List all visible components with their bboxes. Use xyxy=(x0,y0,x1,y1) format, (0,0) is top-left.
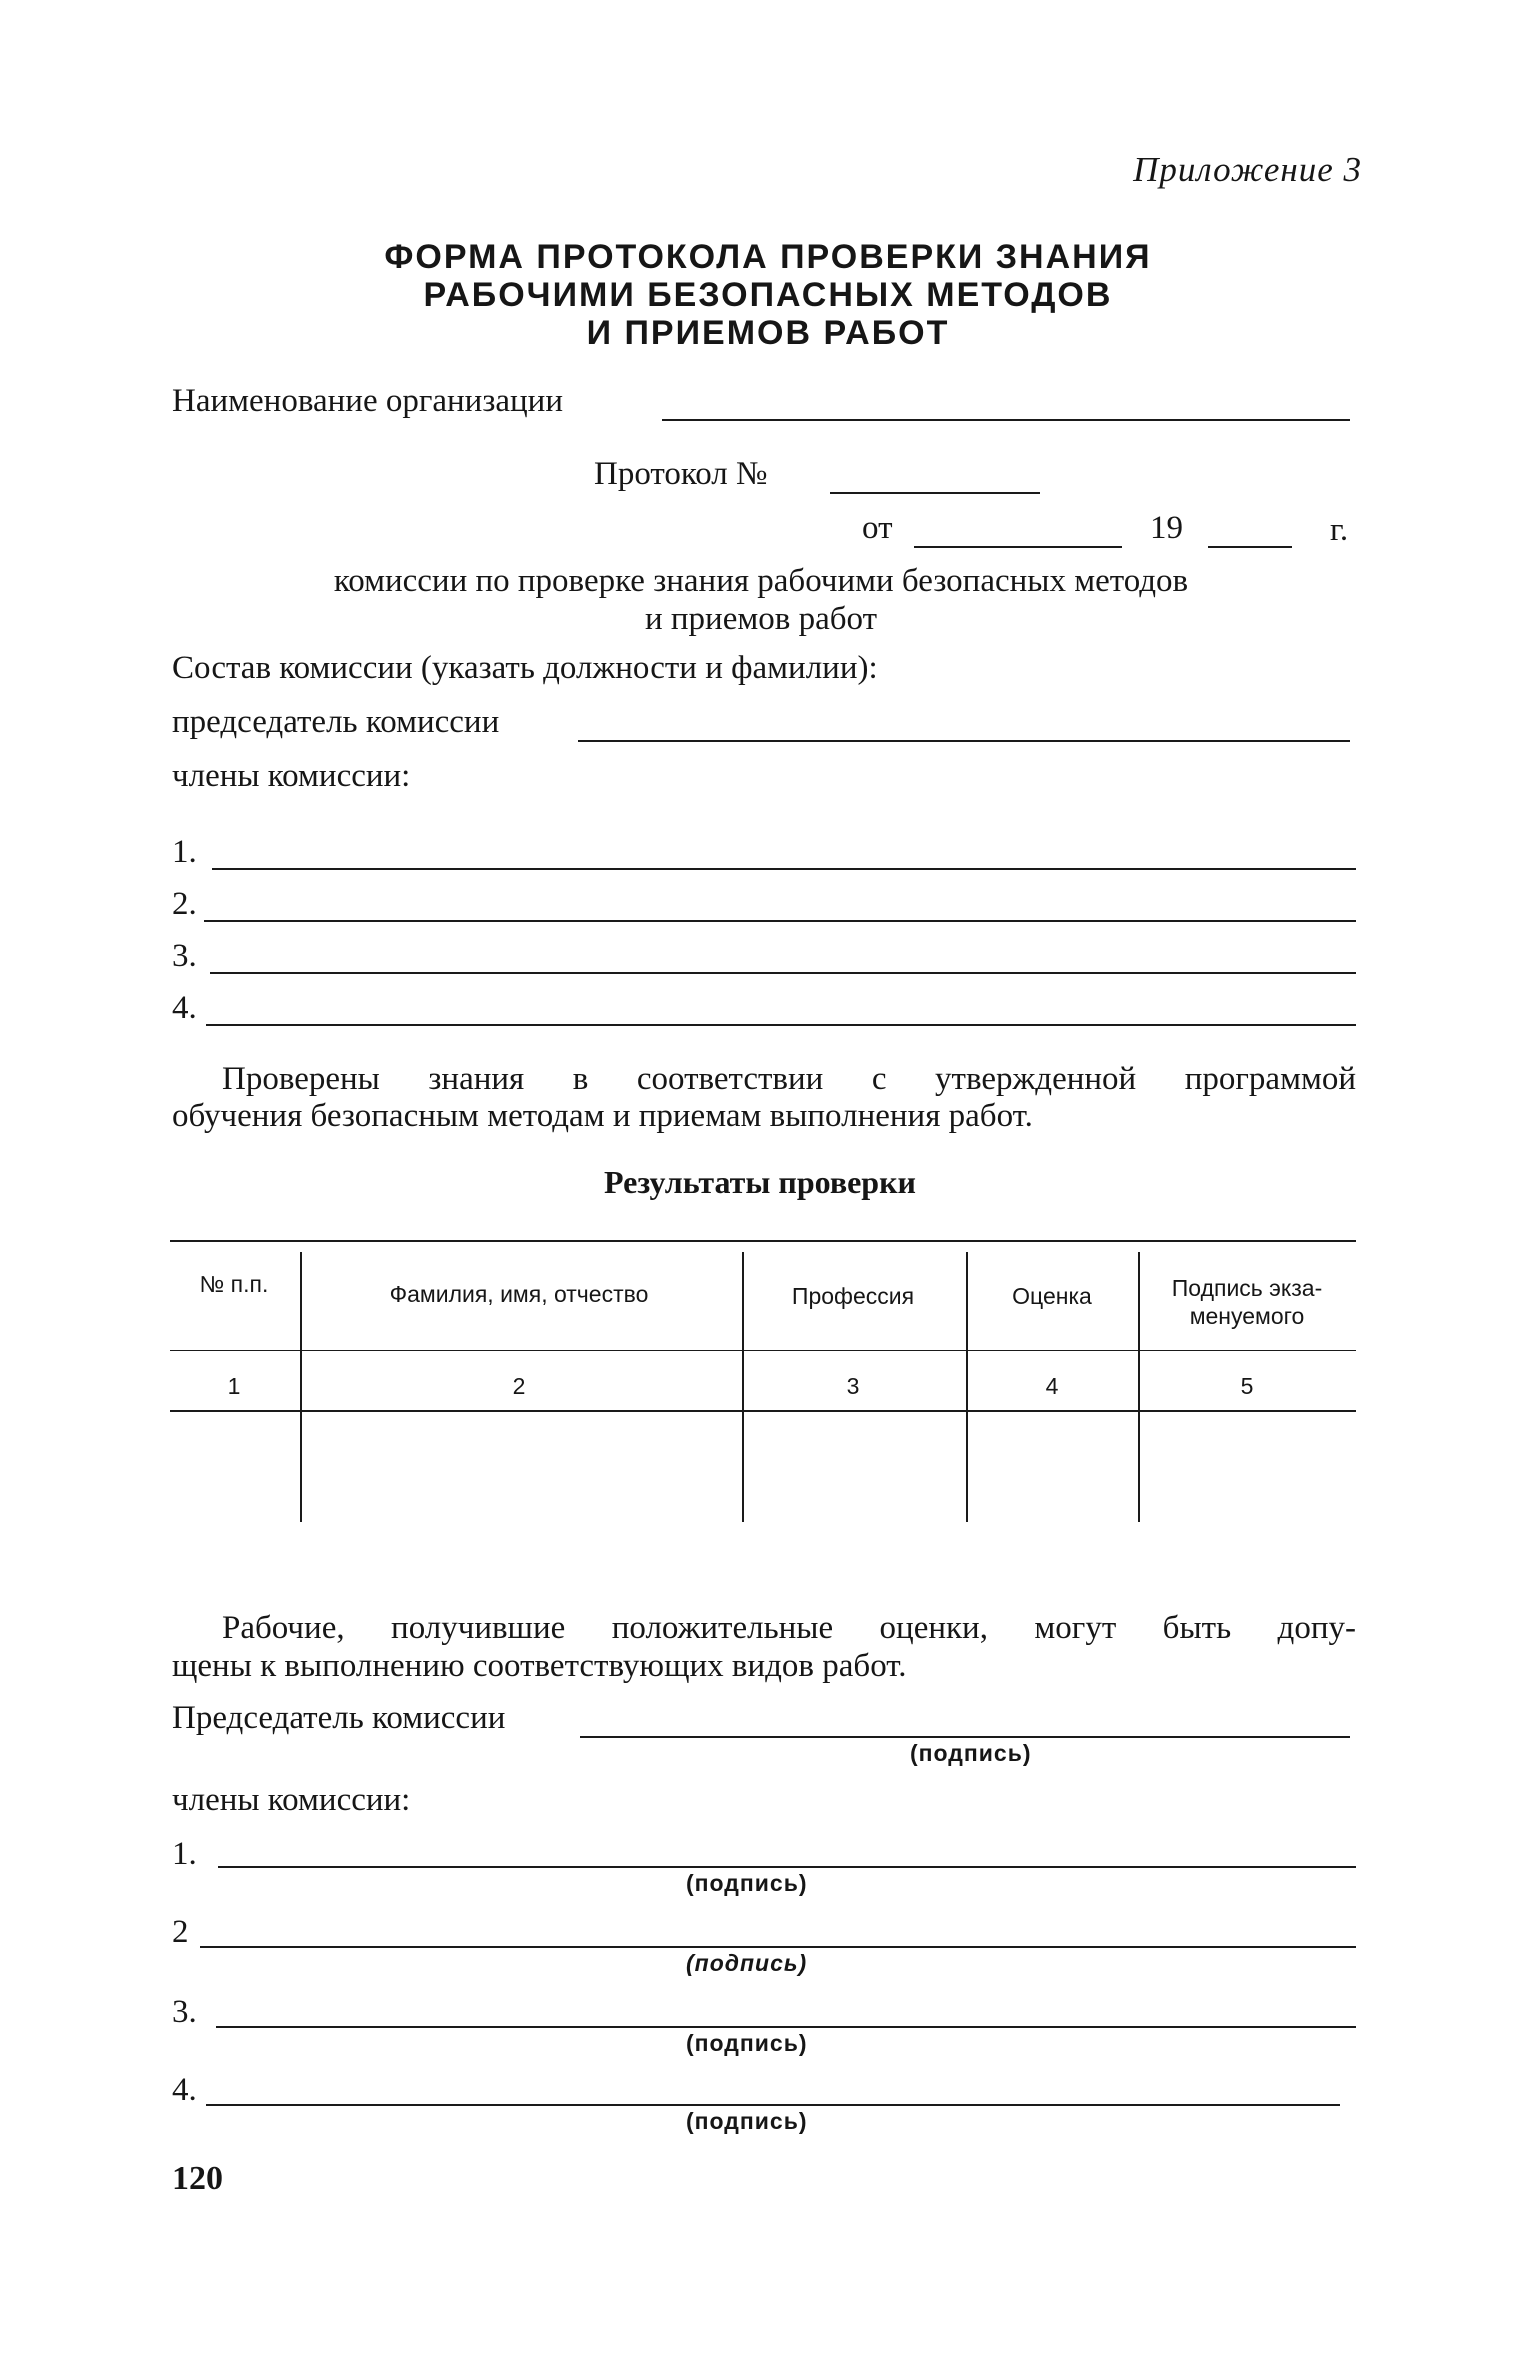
th-signature xyxy=(1142,1274,1352,1330)
signature-caption: (подпись) xyxy=(686,1870,808,1896)
th-index: 1 xyxy=(227,1373,241,1399)
from-label: от xyxy=(862,510,893,546)
table-col-divider xyxy=(300,1252,302,1522)
th-index: 4 xyxy=(1045,1373,1059,1399)
commission-line-2: и приемов работ xyxy=(644,601,877,637)
th-grade: Оценка xyxy=(1012,1283,1092,1309)
member-number: 3. xyxy=(172,938,197,974)
th-index: 3 xyxy=(846,1373,860,1399)
results-title: Результаты проверки xyxy=(604,1164,916,1200)
org-field[interactable] xyxy=(662,419,1350,421)
year-prefix: 19 xyxy=(1150,510,1183,546)
member2-signature-field-3[interactable] xyxy=(216,2026,1356,2028)
title-line-1: ФОРМА ПРОТОКОЛА ПРОВЕРКИ ЗНАНИЯ xyxy=(384,238,1152,276)
member2-number: 4. xyxy=(172,2072,197,2108)
members-label: члены комиссии: xyxy=(172,758,411,794)
members2-label: члены комиссии: xyxy=(172,1782,411,1818)
year-suffix: г. xyxy=(1330,512,1349,548)
table-numbers-rule xyxy=(170,1410,1356,1412)
table-col-divider xyxy=(1138,1252,1140,1522)
th-number-text: № п.п. xyxy=(199,1271,269,1297)
title-line-2: РАБОЧИМИ БЕЗОПАСНЫХ МЕТОДОВ xyxy=(423,276,1113,314)
commission-line-1: комиссии по проверке знания рабочими безопасных методов xyxy=(333,563,1189,599)
commission-text xyxy=(172,562,1350,638)
chairman-field[interactable] xyxy=(578,740,1350,742)
table-header-rule xyxy=(170,1350,1356,1351)
th-signature-text: Подпись экза-менуемого xyxy=(1171,1275,1323,1329)
th-index: 5 xyxy=(1240,1373,1254,1399)
date-field[interactable] xyxy=(914,546,1122,548)
member-number: 4. xyxy=(172,990,197,1026)
member-field-3[interactable] xyxy=(210,972,1356,974)
member-number: 2. xyxy=(172,886,197,922)
chairman2-label: Председатель комиссии xyxy=(172,1700,506,1736)
page-number: 120 xyxy=(172,2160,223,2197)
member2-signature-field-4[interactable] xyxy=(206,2104,1340,2106)
member-field-4[interactable] xyxy=(206,1024,1356,1026)
member-number: 1. xyxy=(172,834,197,870)
protocol-label: Протокол № xyxy=(594,456,768,492)
chairman2-signature-field[interactable] xyxy=(580,1736,1350,1738)
member2-number: 2 xyxy=(172,1914,189,1950)
protocol-number-field[interactable] xyxy=(830,492,1040,494)
signature-caption: (подпись) xyxy=(910,1740,1032,1766)
checked-line-1: Проверены знания в соответствии с утвержденной программой xyxy=(222,1061,1356,1097)
table-col-divider xyxy=(966,1252,968,1522)
chairman-label: председатель комиссии xyxy=(172,704,500,740)
workers-line-2: щены к выполнению соответствующих видов работ. xyxy=(172,1648,907,1684)
checked-text xyxy=(222,1060,1356,1098)
year-field[interactable] xyxy=(1208,546,1292,548)
signature-caption: (подпись) xyxy=(686,1950,808,1976)
member2-signature-field-2[interactable] xyxy=(200,1946,1356,1948)
member-field-2[interactable] xyxy=(204,920,1356,922)
checked-line-2: обучения безопасным методам и приемам выполнения работ. xyxy=(172,1098,1033,1134)
th-index: 2 xyxy=(512,1373,526,1399)
workers-line-1: Рабочие, получившие положительные оценки, могут быть допу- xyxy=(222,1610,1356,1646)
table-top-rule xyxy=(170,1240,1356,1242)
appendix-label: Приложение 3 xyxy=(1133,150,1362,189)
org-label: Наименование организации xyxy=(172,383,564,419)
member2-number: 1. xyxy=(172,1836,197,1872)
signature-caption: (подпись) xyxy=(686,2030,808,2056)
th-profession: Профессия xyxy=(791,1283,915,1309)
th-name: Фамилия, имя, отчество xyxy=(389,1281,649,1307)
signature-caption: (подпись) xyxy=(686,2108,808,2134)
member2-number: 3. xyxy=(172,1994,197,2030)
composition-label: Состав комиссии (указать должности и фамилии): xyxy=(172,650,878,686)
title-line-3: И ПРИЕМОВ РАБОТ xyxy=(586,314,950,352)
member2-signature-field-1[interactable] xyxy=(218,1866,1356,1868)
form-title xyxy=(0,238,1536,352)
table-col-divider xyxy=(742,1252,744,1522)
th-number xyxy=(174,1270,294,1298)
member-field-1[interactable] xyxy=(212,868,1356,870)
